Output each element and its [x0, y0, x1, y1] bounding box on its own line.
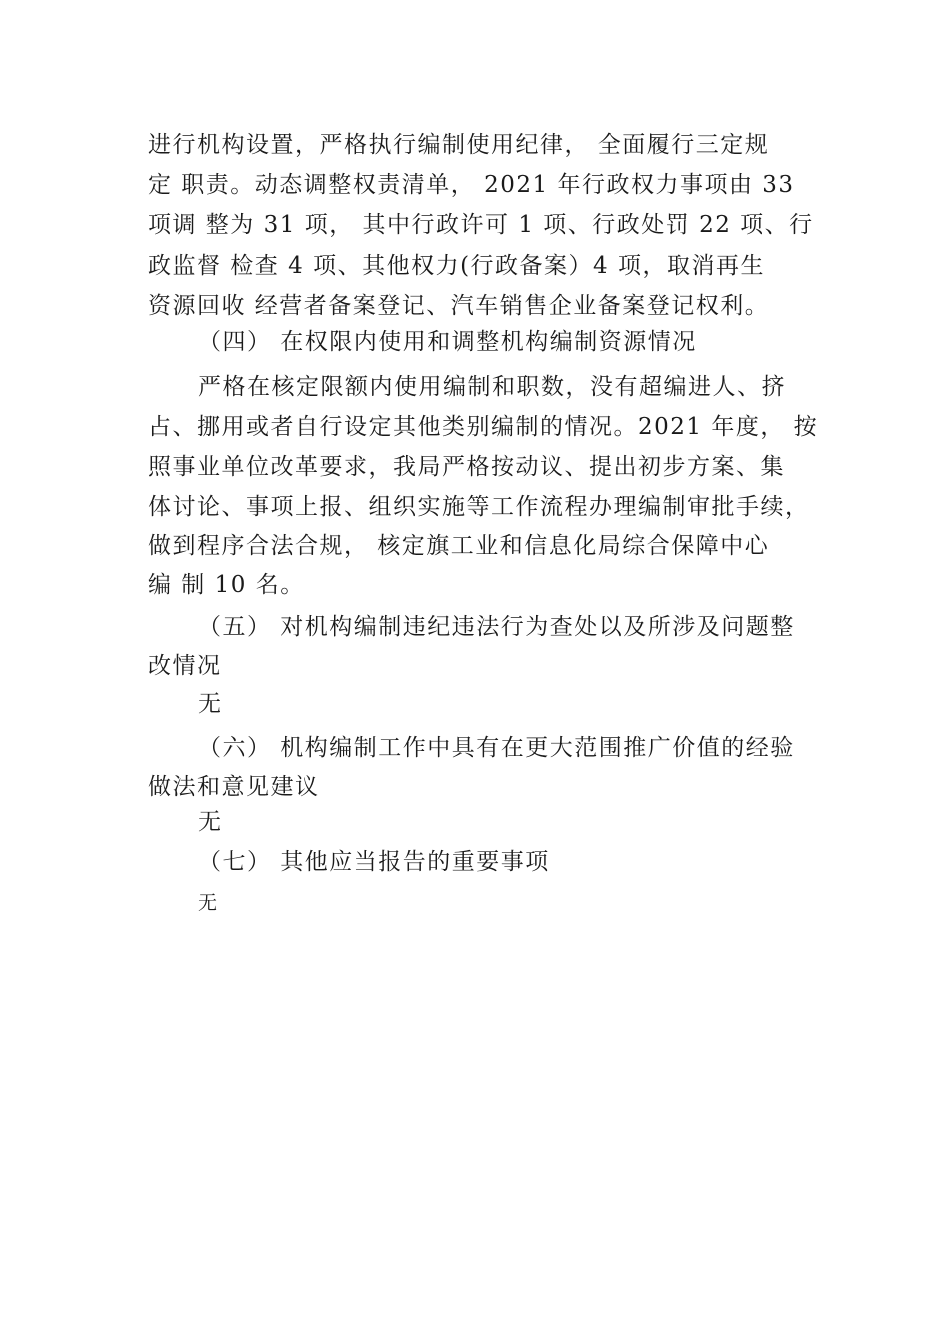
- answer-none: 无: [198, 809, 223, 835]
- section-heading-5-continued: 改情况: [148, 653, 222, 679]
- answer-none: 无: [198, 892, 219, 914]
- paragraph-line: 项调 整为 31 项， 其中行政许可 1 项、行政处罚 22 项、行: [148, 212, 814, 238]
- paragraph-line: 照事业单位改革要求，我局严格按动议、提出初步方案、集: [148, 454, 785, 480]
- paragraph-line: 政监督 检查 4 项、其他权力(行政备案）4 项，取消再生: [148, 253, 765, 279]
- paragraph-line: 严格在核定限额内使用编制和职数，没有超编进人、挤: [198, 374, 786, 400]
- paragraph-line: 资源回收 经营者备案登记、汽车销售企业备案登记权利。: [148, 293, 770, 319]
- paragraph-line: 占、挪用或者自行设定其他类别编制的情况。2021 年度， 按: [148, 414, 819, 440]
- section-heading-4: （四） 在权限内使用和调整机构编制资源情况: [198, 329, 697, 355]
- paragraph-line: 做到程序合法合规， 核定旗工业和信息化局综合保障中心: [148, 533, 770, 559]
- paragraph-line: 定 职责。动态调整权责清单， 2021 年行政权力事项由 33: [148, 172, 795, 198]
- paragraph-line: 体讨论、事项上报、组织实施等工作流程办理编制审批手续，: [148, 494, 810, 520]
- paragraph-line: 进行机构设置，严格执行编制使用纪律， 全面履行三定规: [148, 132, 770, 158]
- paragraph-line: 编 制 10 名。: [148, 572, 305, 598]
- answer-none: 无: [198, 691, 223, 717]
- section-heading-6: （六） 机构编制工作中具有在更大范围推广价值的经验: [198, 735, 795, 761]
- section-heading-5: （五） 对机构编制违纪违法行为查处以及所涉及问题整: [198, 614, 795, 640]
- section-heading-7: （七） 其他应当报告的重要事项: [198, 849, 550, 875]
- section-heading-6-continued: 做法和意见建议: [148, 774, 320, 800]
